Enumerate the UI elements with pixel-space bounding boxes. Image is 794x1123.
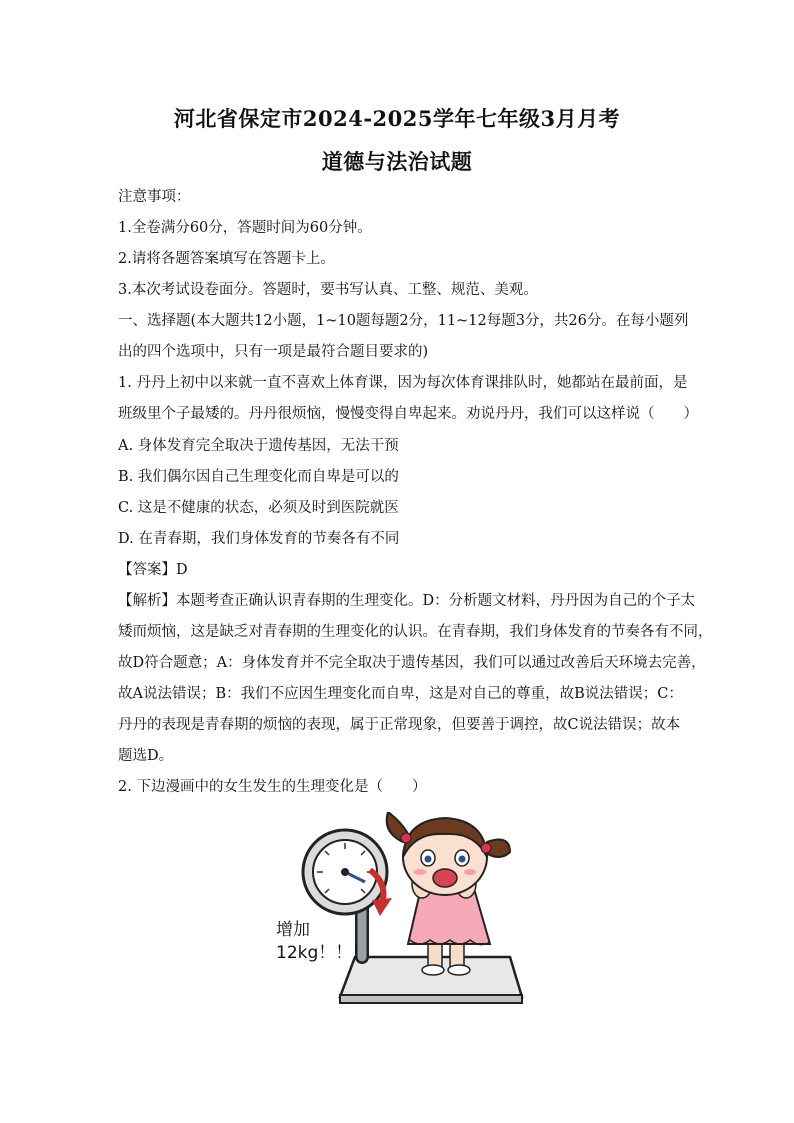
scale-girl-illustration <box>270 812 540 1012</box>
question-1-analysis-line-5: 丹丹的表现是青春期的烦恼的表现，属于正常现象，但要善于调控，故C说法错误；故本 <box>118 717 681 733</box>
cartoon-illustration <box>270 812 540 1012</box>
girl-left-hairtie <box>401 833 411 843</box>
notice-heading: 注意事项： <box>118 189 191 205</box>
exam-title: 河北省保定市2024-2025学年七年级3月月考 <box>173 106 621 131</box>
question-1-option-c: C. 这是不健康的状态，必须及时到医院就医 <box>118 500 399 516</box>
question-1-analysis-line-1: 【解析】本题考查正确认识青春期的生理变化。D：分析题文材料，丹丹因为自己的个子太 <box>118 593 696 609</box>
girl-right-blush <box>464 869 476 875</box>
question-1-analysis-line-6: 题选D。 <box>118 748 174 764</box>
section-heading-line-1: 一、选择题(本大题共12小题，1~10题每题2分，11~12每题3分，共26分。在每小题列 <box>118 313 689 329</box>
girl-mouth <box>433 869 457 887</box>
girl-right-pupil <box>459 856 466 863</box>
notice-item-3: 3.本次考试设卷面分。答题时，要书写认真、工整、规范、美观。 <box>118 282 538 298</box>
section-heading-line-2: 出的四个选项中，只有一项是最符合题目要求的) <box>118 344 429 360</box>
question-1-analysis-line-4: 故A说法错误；B：我们不应因生理变化而自卑，这是对自己的尊重，故B说法错误；C： <box>118 686 683 702</box>
girl-left-blush <box>414 869 426 875</box>
question-2-stem: 2. 下边漫画中的女生发生的生理变化是（ ） <box>118 779 427 795</box>
question-1-option-a: A. 身体发育完全取决于遗传基因，无法干预 <box>118 438 399 454</box>
scale-needle-pivot <box>341 868 349 876</box>
girl-right-hairtie <box>481 843 491 853</box>
cartoon-label-increase: 增加 <box>276 920 310 940</box>
question-1-analysis-line-2: 矮而烦恼，这是缺乏对青春期的生理变化的认识。在青春期，我们身体发育的节奏各有不同， <box>118 624 713 640</box>
question-1-stem-line-1: 1. 丹丹上初中以来就一直不喜欢上体育课，因为每次体育课排队时，她都站在最前面，是 <box>118 375 688 391</box>
question-1-option-b: B. 我们偶尔因自己生理变化而自卑是可以的 <box>118 469 399 485</box>
cartoon-label-weight: 12kg！！！ <box>276 943 370 963</box>
scale-base <box>340 995 522 1003</box>
girl-right-foot <box>448 965 470 975</box>
notice-item-1: 1.全卷满分60分，答题时间为60分钟。 <box>118 220 372 236</box>
question-1-stem-line-2: 班级里个子最矮的。丹丹很烦恼，慢慢变得自卑起来。劝说丹丹，我们可以这样说（ ） <box>118 406 698 422</box>
question-1-answer: 【答案】D <box>118 562 188 578</box>
girl-dress <box>408 892 490 944</box>
girl-left-pupil <box>425 856 432 863</box>
question-1-option-d: D. 在青春期，我们身体发育的节奏各有不同 <box>118 531 400 547</box>
exam-subject: 道德与法治试题 <box>321 149 473 174</box>
girl-left-foot <box>422 965 444 975</box>
notice-item-2: 2.请将各题答案填写在答题卡上。 <box>118 251 335 267</box>
red-arrow-head <box>372 898 392 916</box>
question-1-analysis-line-3: 故D符合题意；A：身体发育并不完全取决于遗传基因，我们可以通过改善后天环境去完善， <box>118 655 706 671</box>
